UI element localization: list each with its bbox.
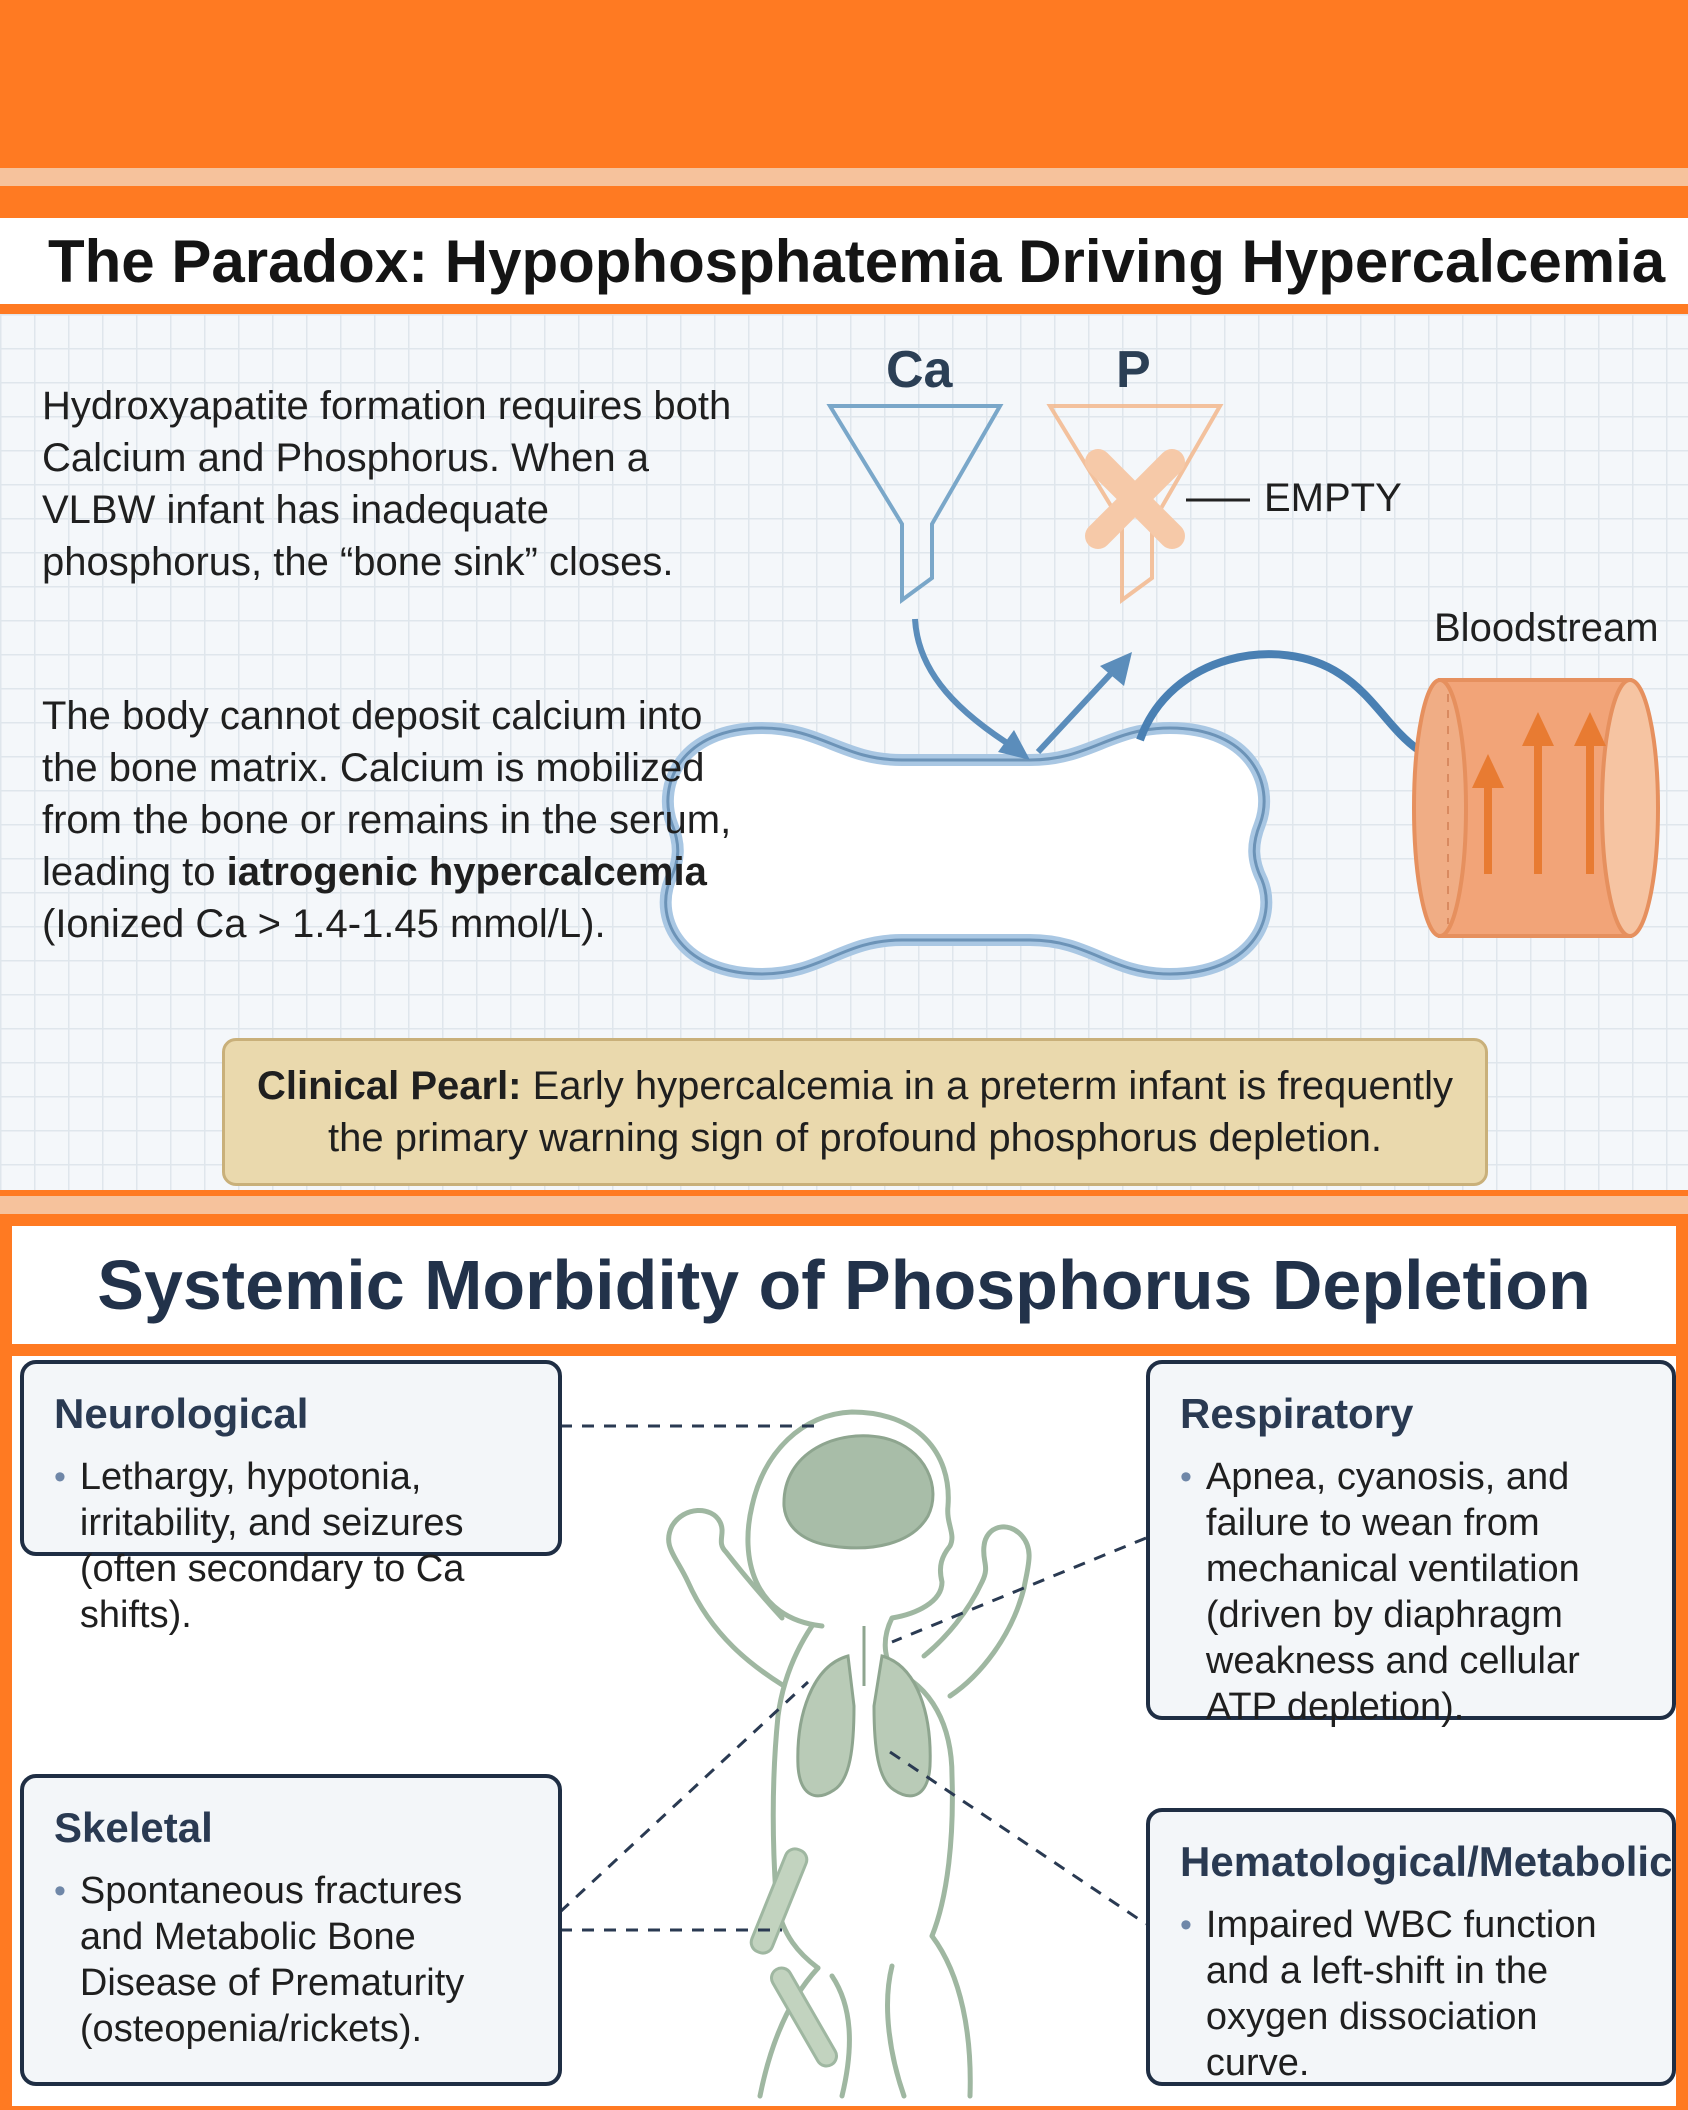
section1-title-bar bbox=[0, 218, 1688, 304]
bullet-icon: • bbox=[54, 1458, 66, 1496]
bullet-icon: • bbox=[1180, 1458, 1192, 1496]
clinical-pearl-text: Clinical Pearl: Early hypercalcemia in a preterm infant is frequently the primary warning sign of profound phosphorus depletion. bbox=[256, 1064, 1454, 1160]
paradox-paragraph-1: Hydroxyapatite formation requires both Calcium and Phosphorus. When a VLBW infant has inadequate phosphorus, the “bone sink” closes. bbox=[42, 384, 732, 584]
empty-label: EMPTY bbox=[1264, 476, 1402, 520]
section1-title: The Paradox: Hypophosphatemia Driving Hypercalcemia bbox=[48, 227, 1666, 295]
bullet-icon: • bbox=[1180, 1906, 1192, 1944]
phosphorus-label: P bbox=[1116, 341, 1151, 399]
card-title: Hematological/Metabolic bbox=[1180, 1838, 1673, 1885]
morbidity-panel bbox=[12, 1356, 1676, 2106]
brain-icon bbox=[784, 1436, 933, 1548]
card-title: Respiratory bbox=[1180, 1390, 1414, 1437]
bone-icon bbox=[666, 728, 1267, 974]
calcium-funnel-icon bbox=[830, 406, 1000, 600]
list-item: • Impaired WBC function and a left-shift in the oxygen dissociation curve. bbox=[1180, 1904, 1597, 2084]
lungs-icon bbox=[798, 1626, 930, 1796]
list-item: • Spontaneous fractures and Metabolic Bone Disease of Prematurity (osteopenia/rickets). bbox=[54, 1870, 465, 2050]
leg-bones-icon bbox=[748, 1846, 840, 2070]
card-neurological bbox=[20, 1360, 562, 1636]
list-item: • Lethargy, hypotonia, irritability, and seizures (often secondary to Ca shifts). bbox=[54, 1456, 465, 1636]
header-band bbox=[0, 0, 1688, 168]
paradox-paragraph-2: The body cannot deposit calcium into the bone matrix. Calcium is mobilized from the bone or remains in the serum, leading to iatrogenic hypercalcemia (Ionized Ca > 1.4-1.45 mmol/L). bbox=[42, 694, 732, 946]
empty-x-icon bbox=[1098, 462, 1172, 536]
card-skeletal bbox=[20, 1774, 562, 2086]
card-title: Neurological bbox=[54, 1390, 309, 1437]
deposit-arrow-icon bbox=[915, 619, 1030, 760]
header-stripe bbox=[0, 168, 1688, 186]
list-item: • Apnea, cyanosis, and failure to wean from mechanical ventilation (driven by diaphragm weakness and cellular ATP depletion). bbox=[1180, 1456, 1580, 1728]
section2-title-bar bbox=[12, 1226, 1676, 1344]
section2-title: Systemic Morbidity of Phosphorus Depletion bbox=[97, 1246, 1591, 1324]
section-divider-stripe bbox=[0, 1196, 1688, 1214]
clinical-pearl-box bbox=[222, 1038, 1488, 1186]
bullet-icon: • bbox=[54, 1872, 66, 1910]
calcium-label: Ca bbox=[886, 341, 953, 399]
card-hematological-metabolic bbox=[1146, 1808, 1676, 2086]
card-respiratory bbox=[1146, 1360, 1676, 1728]
card-title: Skeletal bbox=[54, 1804, 213, 1851]
bloodstream-label: Bloodstream bbox=[1434, 606, 1659, 650]
